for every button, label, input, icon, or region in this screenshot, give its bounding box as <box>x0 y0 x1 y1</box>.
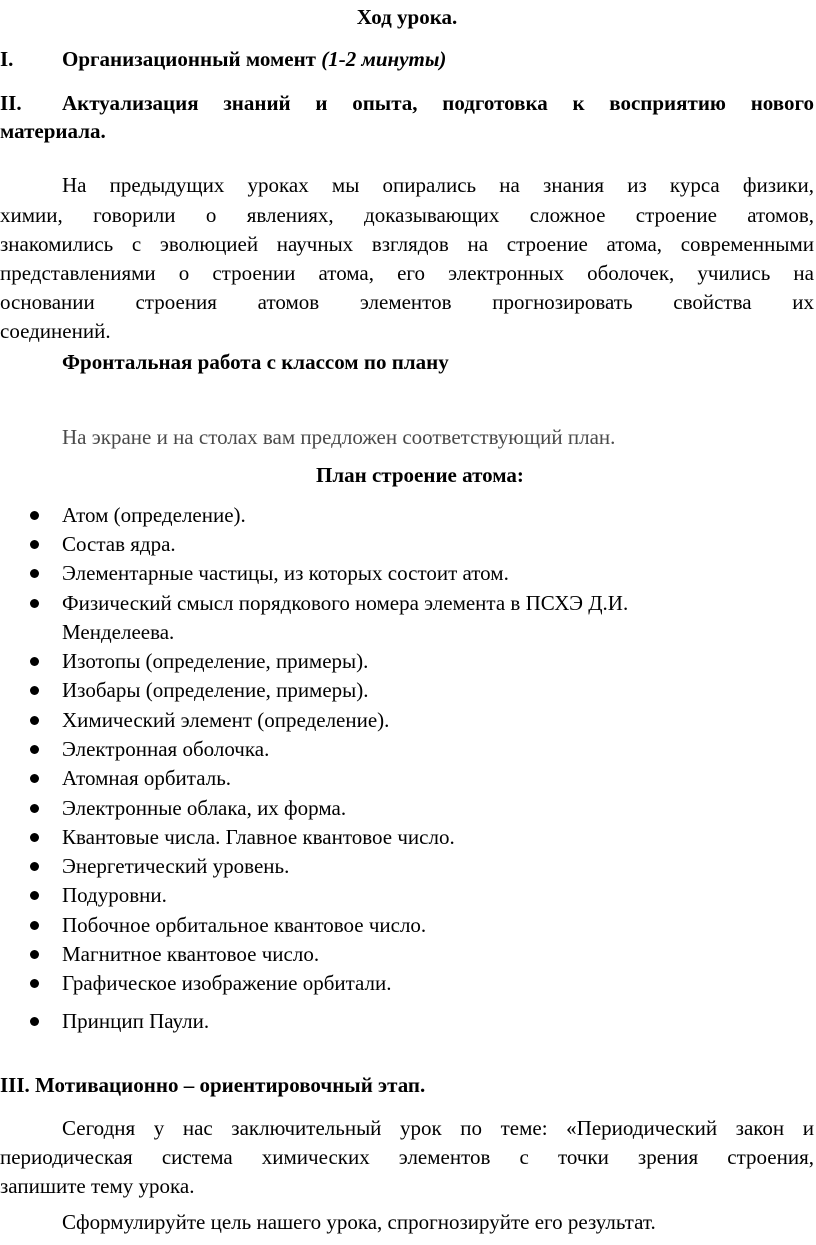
paragraph-line: соединений. <box>0 319 111 343</box>
bullet-icon <box>30 657 39 666</box>
section-1-number: I. <box>0 47 14 71</box>
section-1-label: Организационный момент <box>62 47 316 71</box>
bullet-icon <box>30 745 39 754</box>
bullet-icon <box>30 1017 39 1026</box>
bullet-icon <box>30 804 39 813</box>
section-2-number: II. <box>0 91 22 115</box>
paragraph-line: химии, говорили о явлениях, доказывающих сложное строение атомов, <box>0 203 814 227</box>
bullet-icon <box>30 686 39 695</box>
section-2-label-line1: Актуализация знаний и опыта, подготовка к восприятию нового <box>62 91 814 115</box>
bullet-icon <box>30 599 39 608</box>
screen-note: На экране и на столах вам предложен соответствующий план. <box>62 425 616 449</box>
paragraph-line: Сегодня у нас заключительный урок по теме: «Периодический закон и <box>62 1116 814 1140</box>
bullet-icon <box>30 891 39 900</box>
bullet-icon <box>30 979 39 988</box>
bullet-icon <box>30 833 39 842</box>
bullet-icon <box>30 569 39 578</box>
bullet-icon <box>30 774 39 783</box>
paragraph-line: запишите тему урока. <box>0 1174 195 1198</box>
bullet-icon <box>30 540 39 549</box>
paragraph-line: знакомились с эволюцией научных взглядов на строение атома, современными <box>0 232 814 256</box>
closing-line: Сформулируйте цель нашего урока, спрогнозируйте его результат. <box>62 1210 656 1234</box>
section-1-note: (1-2 минуты) <box>321 47 447 71</box>
section-2-label-line2: материала. <box>0 119 106 143</box>
plan-title: План строение атома: <box>316 463 524 487</box>
lesson-title: Ход урока. <box>356 5 458 29</box>
bullet-icon <box>30 511 39 520</box>
paragraph-line: представлениями о строении атома, его электронных оболочек, учились на <box>0 261 814 285</box>
document-page: Ход урока. I. Организационный момент (1-2 минуты) II. Актуализация знаний и опыта, подготовка к восприятию нового материала. На предыдущих уроках мы опирались на знания из курса физики, химии, говорили о явлениях, доказывающих сложное строение атомов, знакомились с эволюцией научных взглядов на строение атома, современными представлениями о строении атома, его электронных оболочек, учились на основании строения атомов элементов прогнозировать свойства их соединений. Фронтальная работа с классом по плану На экране и на столах вам предложен соответствующий план. План строение атома: Атом (определение). Состав ядра. Элементарные частицы, из которых состоит атом. Физический смысл порядкового номера элемента в ПСХЭ Д.И. Менделеева. Изотопы (определение, примеры). Изобары (определение, примеры). Химический элемент (определение). Электронная оболочка. Атомная орбиталь. Электронные облака, их форма. Квантовые числа. Главное квантовое число. Энергетический уровень. Подуровни. Побочное орбитальное квантовое число. Магнитное квантовое число. Графическое изображение орбитали. Принцип Паули. III. Мотивационно – ориентировочный этап. Сегодня у нас заключительный урок по теме: «Периодический закон и периодическая система химических элементов с точки зрения строения, запишите тему урока. Сформулируйте цель нашего урока, спрогнозируйте его результат. <box>0 0 816 1245</box>
bullet-icon <box>30 862 39 871</box>
paragraph-line: На предыдущих уроках мы опирались на знания из курса физики, <box>62 173 814 197</box>
bullet-icon <box>30 921 39 930</box>
paragraph-line: периодическая система химических элементов с точки зрения строения, <box>0 1145 814 1169</box>
frontal-work-heading: Фронтальная работа с классом по плану <box>62 350 449 374</box>
section-3-heading: III. Мотивационно – ориентировочный этап. <box>0 1073 426 1097</box>
paragraph-line: основании строения атомов элементов прогнозировать свойства их <box>0 290 814 314</box>
bullet-icon <box>30 716 39 725</box>
bullet-icon <box>30 950 39 959</box>
